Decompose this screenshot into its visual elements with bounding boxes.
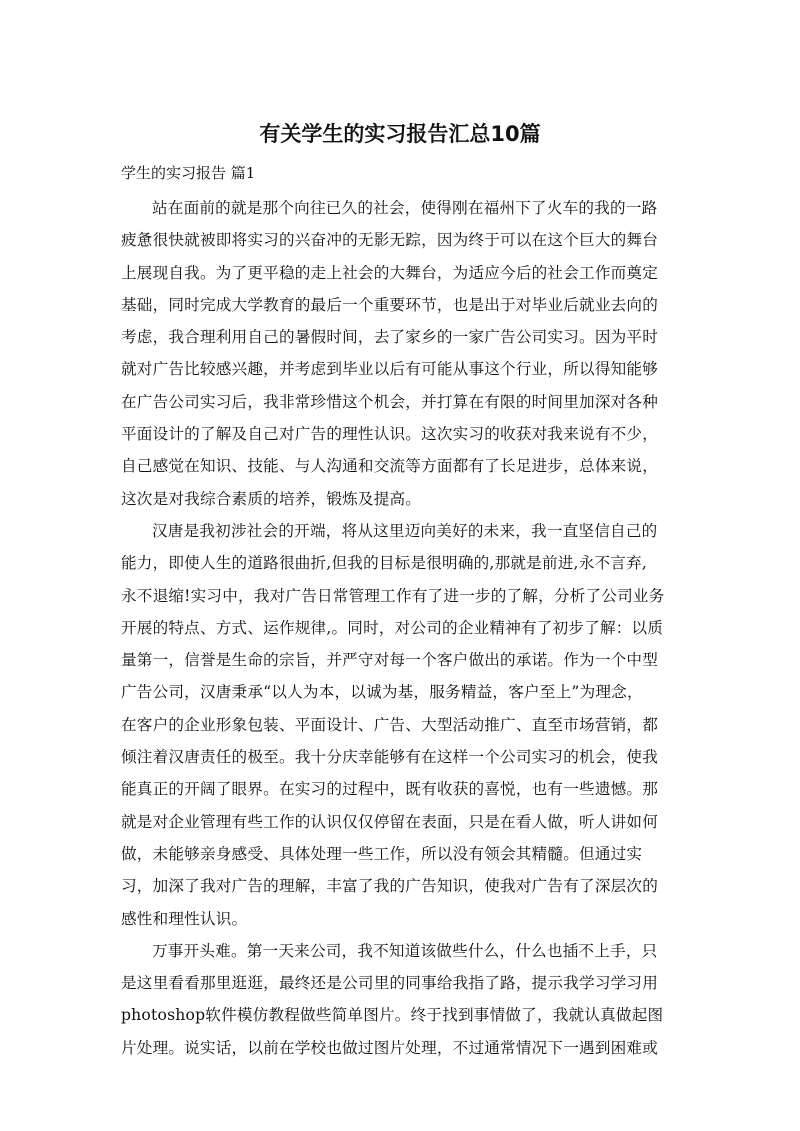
body-paragraph xyxy=(121,515,681,935)
paragraph-line: 广告公司，汉唐秉承“以人为本，以诚为基，服务精益，客户至上”为理念， xyxy=(121,683,643,702)
paragraph-line: 是这里看看那里逛逛，最终还是公司里的同事给我指了路，提示我学习学习用 xyxy=(121,974,658,993)
paragraph-line: 汉唐是我初涉社会的开端，将从这里迈向美好的未来，我一直坚信自己的 xyxy=(152,521,658,540)
paragraph-line: 量第一，信誉是生命的宗旨，并严守对每一个客户做出的承诺。作为一个中型 xyxy=(121,651,658,670)
paragraph-line: 站在面前的就是那个向往已久的社会，使得刚在福州下了火车的我的一路 xyxy=(152,199,658,217)
paragraph-line: 做，未能够亲身感受、具体处理一些工作，所以没有领会其精髓。但通过实 xyxy=(121,844,643,863)
paragraph-line: 开展的特点、方式、运作规律,。同时，对公司的企业精神有了初步了解：以质 xyxy=(121,618,664,637)
paragraph-line: 片处理。说实话，以前在学校也做过图片处理，不过通常情况下一遇到困难或 xyxy=(121,1038,658,1057)
paragraph-line: 在广告公司实习后，我非常珍惜这个机会，并打算在有限的时间里加深对各种 xyxy=(121,392,658,411)
paragraph-line: 就对广告比较感兴趣，并考虑到毕业以后有可能从事这个行业，所以得知能够 xyxy=(121,360,658,379)
paragraph-line: 感性和理性认识。 xyxy=(121,909,248,928)
paragraph-line: 能力，即使人生的道路很曲折,但我的目标是很明确的,那就是前进,永不言弃, xyxy=(121,554,648,573)
paragraph-line: photoshop软件模仿教程做些简单图片。终于找到事情做了，我就认真做起图 xyxy=(121,1006,664,1025)
paragraph-line: 这次是对我综合素质的培养，锻炼及提高。 xyxy=(121,489,422,508)
paragraph-line: 万事开头难。第一天来公司，我不知道该做些什么，什么也插不上手，只 xyxy=(152,941,658,960)
paragraph-line: 就是对企业管理有些工作的认识仅仅停留在表面，只是在看人做，听人讲如何 xyxy=(121,812,658,831)
paragraph-line: 自己感觉在知识、技能、与人沟通和交流等方面都有了长足进步，总体来说， xyxy=(121,457,658,476)
paragraph-line: 倾注着汉唐责任的极至。我十分庆幸能够有在这样一个公司实习的机会，使我 xyxy=(121,748,658,767)
body-paragraph xyxy=(121,192,681,515)
paragraph-line: 能真正的开阔了眼界。在实习的过程中，既有收获的喜悦，也有一些遗憾。那 xyxy=(121,780,658,799)
paragraph-line: 永不退缩!实习中，我对广告日常管理工作有了进一步的了解，分析了公司业务 xyxy=(121,586,665,605)
body-paragraph xyxy=(121,935,681,1064)
paragraph-line: 基础，同时完成大学教育的最后一个重要环节，也是出于对毕业后就业去向的 xyxy=(121,295,658,314)
paragraph-line: 习，加深了我对广告的理解，丰富了我的广告知识，使我对广告有了深层次的 xyxy=(121,877,658,896)
paragraph-line: 平面设计的了解及自己对广告的理性认识。这次实习的收获对我来说有不少， xyxy=(121,425,658,444)
document-body xyxy=(121,192,681,1064)
paragraph-line: 疲惫很快就被即将实习的兴奋冲的无影无踪，因为终于可以在这个巨大的舞台 xyxy=(121,231,658,250)
paragraph-line: 上展现自我。为了更平稳的走上社会的大舞台，为适应今后的社会工作而奠定 xyxy=(121,263,658,282)
document-title: 有关学生的实习报告汇总10篇 xyxy=(259,122,541,146)
paragraph-line: 考虑，我合理利用自己的暑假时间，去了家乡的一家广告公司实习。因为平时 xyxy=(121,328,658,347)
paragraph-line: 在客户的企业形象包装、平面设计、广告、大型活动推广、直至市场营销，都 xyxy=(121,715,658,734)
section-heading: 学生的实习报告 篇1 xyxy=(121,164,256,182)
